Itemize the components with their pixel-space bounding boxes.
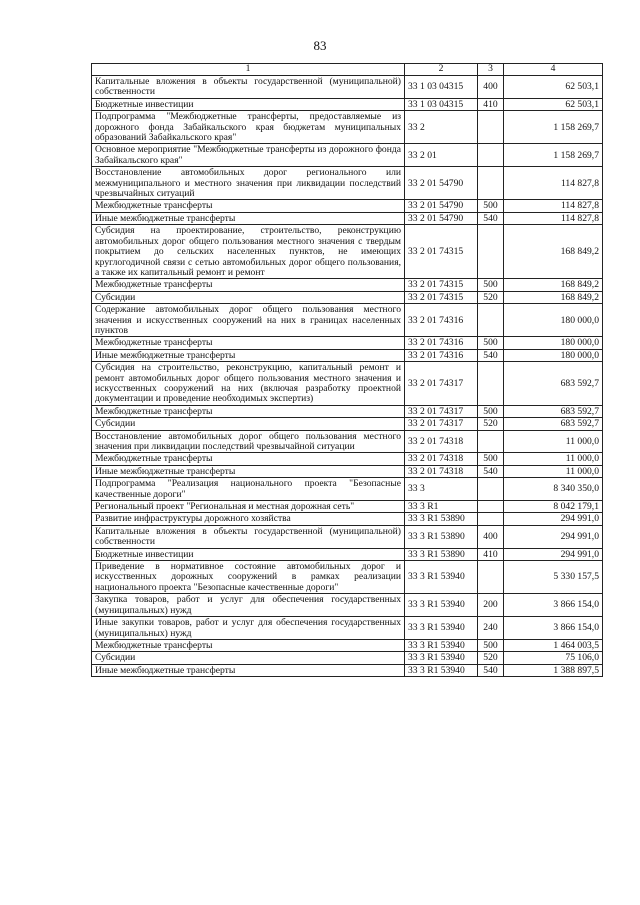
row-expense-type-cell: 500 (478, 337, 504, 349)
row-name-cell: Развитие инфраструктуры дорожного хозяйства (92, 513, 405, 525)
row-name-cell: Субсидии (92, 291, 405, 303)
row-name-cell: Межбюджетные трансферты (92, 279, 405, 291)
page-number: 83 (313, 38, 327, 53)
row-amount-cell: 168 849,2 (504, 279, 603, 291)
table-row (92, 111, 603, 144)
table-row (92, 548, 603, 560)
row-code-cell: 33 2 01 74316 (405, 349, 478, 361)
row-expense-type-cell: 540 (478, 349, 504, 361)
row-expense-type-cell (478, 501, 504, 513)
table-row (92, 617, 603, 640)
row-name-cell: Подпрограмма "Межбюджетные трансферты, предоставляемые из дорожного фонда Забайкальского края бюджетам муниципальных образований Забайкальского края" (92, 111, 405, 144)
column-header-2: 2 (405, 64, 478, 76)
row-amount-cell: 114 827,8 (504, 200, 603, 212)
table-row (92, 291, 603, 303)
row-name-cell: Субсидии (92, 418, 405, 430)
row-name-cell: Межбюджетные трансферты (92, 200, 405, 212)
row-expense-type-cell: 500 (478, 200, 504, 212)
row-code-cell: 33 2 01 74318 (405, 430, 478, 453)
row-code-cell: 33 3 R1 (405, 501, 478, 513)
row-amount-cell: 8 340 350,0 (504, 478, 603, 501)
column-header-4: 4 (504, 64, 603, 76)
row-expense-type-cell: 400 (478, 525, 504, 548)
row-name-cell: Бюджетные инвестиции (92, 98, 405, 110)
row-expense-type-cell (478, 513, 504, 525)
row-code-cell: 33 3 R1 53890 (405, 548, 478, 560)
row-expense-type-cell (478, 561, 504, 594)
row-expense-type-cell: 520 (478, 418, 504, 430)
table-row (92, 76, 603, 99)
table-row (92, 561, 603, 594)
row-amount-cell: 62 503,1 (504, 98, 603, 110)
row-name-cell: Восстановление автомобильных дорог общего пользования местного значения при ликвидации последствий чрезвычайной ситуации (92, 430, 405, 453)
row-amount-cell: 168 849,2 (504, 291, 603, 303)
row-expense-type-cell: 520 (478, 652, 504, 664)
row-amount-cell: 1 388 897,5 (504, 664, 603, 676)
row-amount-cell: 683 592,7 (504, 405, 603, 417)
row-amount-cell: 1 464 003,5 (504, 639, 603, 651)
table-row (92, 639, 603, 651)
table-row (92, 652, 603, 664)
row-expense-type-cell: 540 (478, 465, 504, 477)
row-code-cell: 33 2 01 74315 (405, 279, 478, 291)
row-amount-cell: 180 000,0 (504, 337, 603, 349)
row-code-cell: 33 2 01 74318 (405, 453, 478, 465)
table-row (92, 337, 603, 349)
table-row (92, 98, 603, 110)
table-row (92, 418, 603, 430)
row-amount-cell: 5 330 157,5 (504, 561, 603, 594)
table-row (92, 465, 603, 477)
row-amount-cell: 114 827,8 (504, 212, 603, 224)
table-row (92, 513, 603, 525)
row-expense-type-cell (478, 362, 504, 406)
table-row (92, 279, 603, 291)
row-code-cell: 33 1 03 04315 (405, 76, 478, 99)
table-header-row (92, 64, 603, 76)
table-row (92, 501, 603, 513)
row-expense-type-cell: 240 (478, 617, 504, 640)
row-expense-type-cell: 500 (478, 279, 504, 291)
row-expense-type-cell: 200 (478, 594, 504, 617)
row-expense-type-cell: 540 (478, 664, 504, 676)
row-code-cell: 33 2 (405, 111, 478, 144)
row-expense-type-cell: 500 (478, 405, 504, 417)
row-expense-type-cell (478, 478, 504, 501)
table-row (92, 144, 603, 167)
row-code-cell: 33 3 R1 53890 (405, 525, 478, 548)
row-amount-cell: 75 106,0 (504, 652, 603, 664)
row-amount-cell: 1 158 269,7 (504, 111, 603, 144)
row-code-cell: 33 2 01 54790 (405, 212, 478, 224)
row-expense-type-cell: 410 (478, 98, 504, 110)
row-name-cell: Иные межбюджетные трансферты (92, 664, 405, 676)
row-expense-type-cell (478, 144, 504, 167)
row-name-cell: Содержание автомобильных дорог общего пользования местного значения и искусственных сооружений на них в границах населенных пунктов (92, 304, 405, 337)
row-name-cell: Субсидия на проектирование, строительство, реконструкцию автомобильных дорог общего пользования местного значения с твердым покрытием до сельских населенных пунктов, не имеющих круглогодичной связи с сетью автомобильных дорог общего пользования, а также их капитальный ремонт и ремонт (92, 225, 405, 279)
row-amount-cell: 180 000,0 (504, 304, 603, 337)
row-code-cell: 33 2 01 74318 (405, 465, 478, 477)
row-name-cell: Восстановление автомобильных дорог регионального или межмуниципального и местного значения при ликвидации последствий чрезвычайных ситуаций (92, 167, 405, 200)
row-name-cell: Основное мероприятие "Межбюджетные трансферты из дорожного фонда Забайкальского края" (92, 144, 405, 167)
row-name-cell: Иные межбюджетные трансферты (92, 212, 405, 224)
row-amount-cell: 11 000,0 (504, 430, 603, 453)
row-expense-type-cell: 520 (478, 291, 504, 303)
table-row (92, 362, 603, 406)
row-expense-type-cell: 400 (478, 76, 504, 99)
row-name-cell: Межбюджетные трансферты (92, 405, 405, 417)
row-name-cell: Закупка товаров, работ и услуг для обеспечения государственных (муниципальных) нужд (92, 594, 405, 617)
row-expense-type-cell (478, 430, 504, 453)
budget-table (91, 63, 603, 677)
table-row (92, 594, 603, 617)
row-code-cell: 33 2 01 74317 (405, 362, 478, 406)
row-amount-cell: 168 849,2 (504, 225, 603, 279)
table-row (92, 349, 603, 361)
row-expense-type-cell (478, 304, 504, 337)
table-row (92, 478, 603, 501)
row-amount-cell: 11 000,0 (504, 453, 603, 465)
column-header-3: 3 (478, 64, 504, 76)
row-expense-type-cell (478, 111, 504, 144)
row-code-cell: 33 3 R1 53940 (405, 664, 478, 676)
row-amount-cell: 3 866 154,0 (504, 594, 603, 617)
row-name-cell: Субсидия на строительство, реконструкцию, капитальный ремонт и ремонт автомобильных дорог общего пользования местного значения и искусственных сооружений на них (включая разработку проектной документации и проведение необходимых экспертиз) (92, 362, 405, 406)
table-row (92, 167, 603, 200)
row-amount-cell: 294 991,0 (504, 525, 603, 548)
row-expense-type-cell: 540 (478, 212, 504, 224)
table-row (92, 212, 603, 224)
row-code-cell: 33 2 01 (405, 144, 478, 167)
row-amount-cell: 62 503,1 (504, 76, 603, 99)
column-header-1: 1 (92, 64, 405, 76)
row-amount-cell: 294 991,0 (504, 513, 603, 525)
row-name-cell: Капитальные вложения в объекты государственной (муниципальной) собственности (92, 525, 405, 548)
row-expense-type-cell: 500 (478, 639, 504, 651)
table-row (92, 430, 603, 453)
row-code-cell: 33 2 01 74315 (405, 291, 478, 303)
row-amount-cell: 114 827,8 (504, 167, 603, 200)
table-row (92, 453, 603, 465)
row-code-cell: 33 2 01 74317 (405, 405, 478, 417)
row-expense-type-cell (478, 225, 504, 279)
table-row (92, 200, 603, 212)
row-code-cell: 33 3 R1 53940 (405, 617, 478, 640)
row-name-cell: Подпрограмма "Реализация национального проекта "Безопасные качественные дороги" (92, 478, 405, 501)
row-name-cell: Иные закупки товаров, работ и услуг для обеспечения государственных (муниципальных) нужд (92, 617, 405, 640)
row-name-cell: Приведение в нормативное состояние автомобильных дорог и искусственных дорожных сооружений в рамках реализации национального проекта "Безопасные качественные дороги" (92, 561, 405, 594)
row-code-cell: 33 2 01 74316 (405, 304, 478, 337)
row-code-cell: 33 3 R1 53890 (405, 513, 478, 525)
row-code-cell: 33 1 03 04315 (405, 98, 478, 110)
row-name-cell: Бюджетные инвестиции (92, 548, 405, 560)
row-name-cell: Межбюджетные трансферты (92, 337, 405, 349)
table-row (92, 405, 603, 417)
row-name-cell: Региональный проект "Региональная и местная дорожная сеть" (92, 501, 405, 513)
row-code-cell: 33 2 01 74317 (405, 418, 478, 430)
row-name-cell: Межбюджетные трансферты (92, 453, 405, 465)
row-code-cell: 33 2 01 54790 (405, 167, 478, 200)
row-code-cell: 33 3 R1 53940 (405, 561, 478, 594)
row-code-cell: 33 2 01 54790 (405, 200, 478, 212)
row-expense-type-cell: 500 (478, 453, 504, 465)
row-amount-cell: 180 000,0 (504, 349, 603, 361)
row-amount-cell: 294 991,0 (504, 548, 603, 560)
row-name-cell: Капитальные вложения в объекты государственной (муниципальной) собственности (92, 76, 405, 99)
row-code-cell: 33 3 R1 53940 (405, 652, 478, 664)
row-name-cell: Иные межбюджетные трансферты (92, 465, 405, 477)
row-code-cell: 33 3 R1 53940 (405, 594, 478, 617)
table-row (92, 225, 603, 279)
row-name-cell: Иные межбюджетные трансферты (92, 349, 405, 361)
row-expense-type-cell (478, 167, 504, 200)
row-amount-cell: 11 000,0 (504, 465, 603, 477)
table-row (92, 304, 603, 337)
row-expense-type-cell: 410 (478, 548, 504, 560)
budget-table-body (92, 64, 603, 677)
table-row (92, 525, 603, 548)
row-code-cell: 33 2 01 74315 (405, 225, 478, 279)
row-code-cell: 33 3 R1 53940 (405, 639, 478, 651)
row-code-cell: 33 2 01 74316 (405, 337, 478, 349)
row-name-cell: Межбюджетные трансферты (92, 639, 405, 651)
row-code-cell: 33 3 (405, 478, 478, 501)
table-row (92, 664, 603, 676)
row-amount-cell: 683 592,7 (504, 418, 603, 430)
row-amount-cell: 1 158 269,7 (504, 144, 603, 167)
row-name-cell: Субсидии (92, 652, 405, 664)
row-amount-cell: 683 592,7 (504, 362, 603, 406)
row-amount-cell: 3 866 154,0 (504, 617, 603, 640)
row-amount-cell: 8 042 179,1 (504, 501, 603, 513)
